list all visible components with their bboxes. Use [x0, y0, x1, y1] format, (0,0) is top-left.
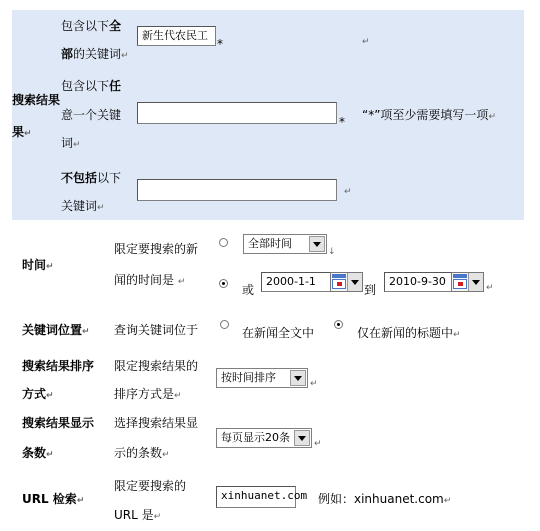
count-label-line2: 条数↵ [22, 446, 54, 460]
sort-desc-line2: 排序方式是↵ [114, 387, 182, 401]
calendar-icon [331, 273, 348, 291]
position-title-label: 仅在新闻的标题中↵ [357, 326, 461, 340]
url-desc-line2: URL 是↵ [114, 508, 162, 522]
count-desc-line1: 选择搜索结果显 [114, 416, 199, 430]
url-example: 例如：xinhuanet.com↵ [318, 492, 452, 506]
paragraph-mark: ↵ [362, 37, 370, 47]
dropdown-arrow-icon [290, 370, 306, 386]
dropdown-arrow-icon [294, 430, 310, 446]
exclude-label-line1: 不包括以下 [61, 171, 122, 185]
url-label: URL 检索↵ [22, 492, 85, 506]
any-word-label-line2: 意一个关键 [61, 108, 122, 122]
position-desc: 查询关键词位于 [114, 323, 199, 337]
calendar-icon [452, 273, 469, 291]
paragraph-mark: ↵ [314, 439, 322, 449]
sort-label-line1: 搜索结果排序 [22, 359, 95, 373]
any-word-label-line3: 词↵ [61, 136, 81, 150]
position-full-label: 在新闻全文中 [242, 326, 315, 340]
start-date-input[interactable]: 2000-1-1 [261, 272, 331, 292]
position-label: 关键词位置↵ [22, 323, 90, 337]
any-word-input[interactable] [137, 102, 337, 124]
count-desc-line2: 示的条数↵ [114, 446, 170, 460]
to-label: 到 [364, 283, 377, 297]
time-desc-line2: 闻的时间是 ↵ [114, 273, 186, 287]
url-input[interactable]: xinhuanet.com [216, 486, 296, 508]
count-select[interactable]: 每页显示20条 [216, 428, 312, 448]
exclude-label-line2: 关键词↵ [61, 199, 105, 213]
start-date-calendar-button[interactable] [330, 272, 363, 292]
sort-label-line2: 方式↵ [22, 387, 54, 401]
exclude-input[interactable] [137, 179, 337, 201]
paragraph-mark: ↵ [486, 283, 494, 293]
count-label-line1: 搜索结果显示 [22, 416, 95, 430]
sort-desc-line1: 限定搜索结果的 [114, 359, 199, 373]
time-range-radio[interactable] [219, 279, 228, 288]
time-all-radio[interactable] [219, 238, 228, 247]
dropdown-arrow-icon [309, 236, 325, 252]
url-desc-line1: 限定要搜索的 [114, 479, 187, 493]
keyword-section-label-line1: 搜索结果 [12, 93, 61, 107]
sort-select[interactable]: 按时间排序 [216, 368, 308, 388]
paragraph-mark: ↓ [328, 247, 336, 257]
all-words-label-line2: 部的关键词↵ [61, 47, 129, 61]
position-title-radio[interactable] [334, 320, 343, 329]
all-words-required-star: * [217, 37, 223, 51]
end-date-calendar-button[interactable] [451, 272, 484, 292]
end-date-input[interactable]: 2010-9-30 [384, 272, 452, 292]
all-words-label-line1: 包含以下全 [61, 19, 122, 33]
or-label: 或 [242, 283, 255, 297]
any-word-required-star: * [339, 115, 345, 129]
keyword-section-label-line2: 果↵ [12, 125, 32, 139]
paragraph-mark: ↵ [310, 379, 318, 389]
paragraph-mark: ↵ [344, 187, 352, 197]
required-note: “*”项至少需要填写一项↵ [362, 108, 496, 122]
time-range-select[interactable]: 全部时间 [243, 234, 327, 254]
position-full-radio[interactable] [220, 320, 229, 329]
any-word-label-line1: 包含以下任 [61, 79, 122, 93]
time-desc-line1: 限定要搜索的新 [114, 242, 199, 256]
all-words-input[interactable]: 新生代农民工 [137, 26, 216, 46]
time-label: 时间↵ [22, 258, 54, 272]
